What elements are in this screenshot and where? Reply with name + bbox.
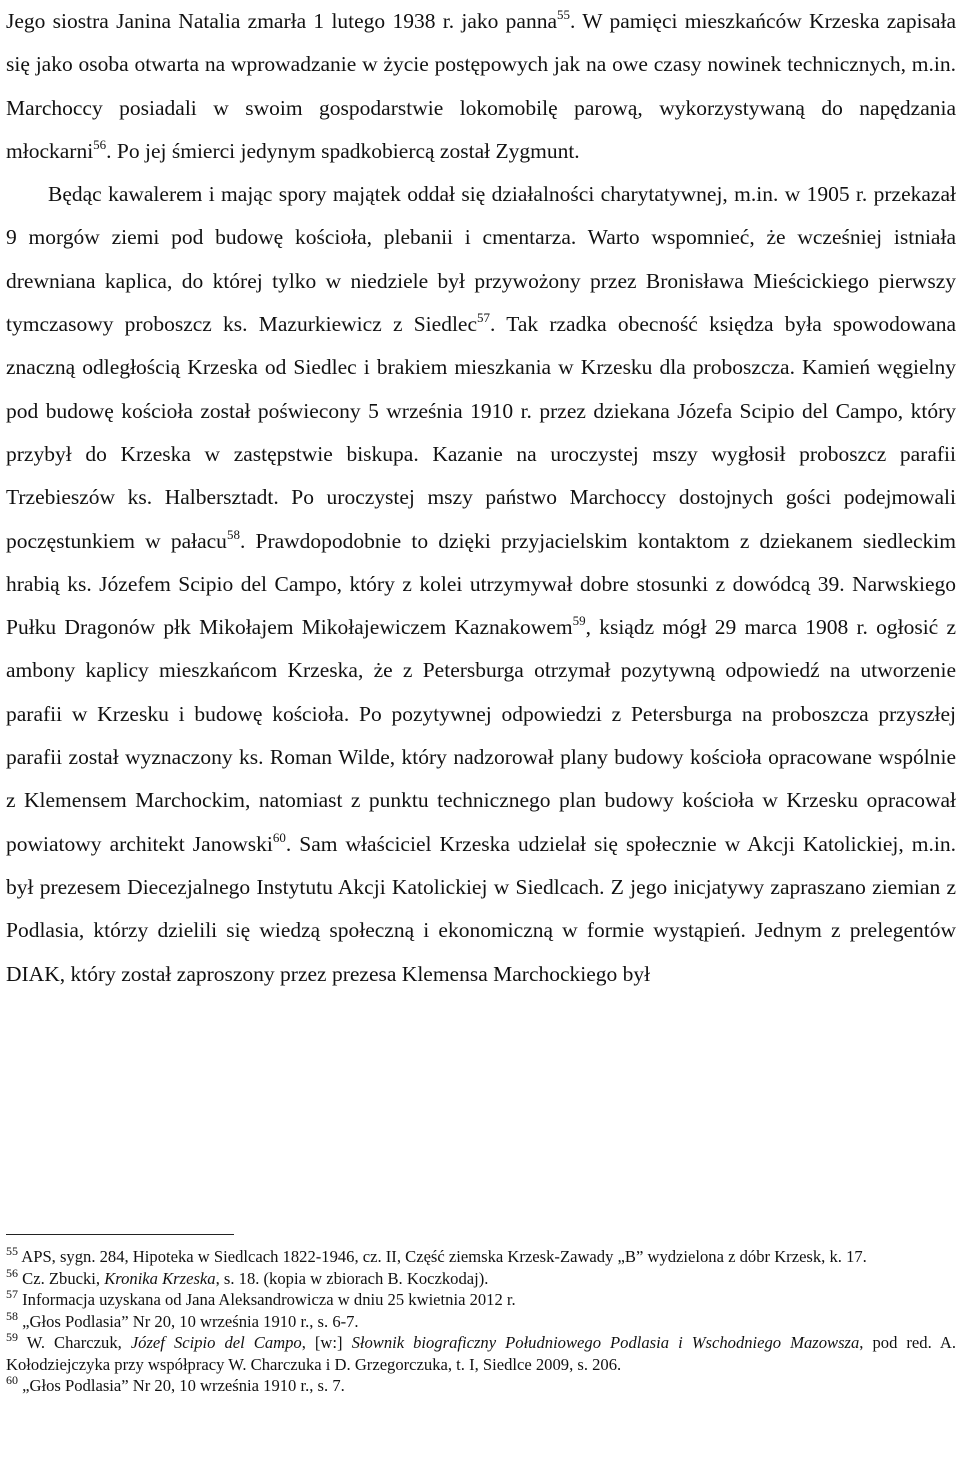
footnote-ref: 57 xyxy=(477,310,490,326)
footnote-ref: 59 xyxy=(572,613,586,629)
italic-title: Kronika Krzeska xyxy=(104,1268,216,1288)
paragraph-1: Jego siostra Janina Natalia zmarła 1 lutego 1938 r. jako panna$^{55}$. W pamięci mieszkańców Krzeska zapisała się jako osoba otwarta na wprowadzanie w życie postępowych jak na owe czasy nowinek technicznych, m.in. Marchoccy posiadali w swoim gospodarstwie lokomobilę parową, wykorzystywaną do napędzania młockarni$^{56}$. Po jej śmierci jedynym spadkobiercą został Zygmunt. xyxy=(6,7,957,163)
footnote-ref: 60 xyxy=(272,829,286,845)
footnote-number: 55 xyxy=(6,1244,18,1258)
footnote: $^{58}$ „Głos Podlasia” Nr 20, 10 września 1910 r., s. 6-7. xyxy=(6,1308,359,1331)
footnote-ref: 55 xyxy=(557,7,570,22)
footnote: $^{55}$ APS, sygn. 284, Hipoteka w Siedlcach 1822-1946, cz. II, Część ziemska Krzesk-Zawady „B” wydzielona z dóbr Krzesk, k. 17. xyxy=(6,1244,867,1266)
italic-title: Józef Scipio del Campo xyxy=(130,1333,302,1352)
footnote-separator xyxy=(6,1234,234,1235)
footnote-number: 60 xyxy=(6,1373,18,1387)
document-page xyxy=(6,0,957,1395)
italic-title: Słownik biograficzny Południowego Podlasia i Wschodniego Mazowsza xyxy=(351,1333,860,1352)
footnote: $^{60}$ „Głos Podlasia” Nr 20, 10 września 1910 r., s. 7. xyxy=(6,1373,345,1395)
footnote-number: 57 xyxy=(6,1287,18,1301)
paragraph-2: Będąc kawalerem i mając spory majątek oddał się działalności charytatywnej, m.in. w 1905 r. przekazał 9 morgów ziemi pod budowę kościoła, plebanii i cmentarza. Warto wspomnieć, że wcześniej istniała drewniana kaplica, do której tylko w niedziele był przywożony przez Bronisława Mieścickiego pierwszy tymczasowy proboszcz ks. Mazurkiewicz z Siedlec$^{57}$. Tak rzadka obecność księdza była spowodowana znaczną odległością Krzeska od Siedlec i brakiem mieszkania w Krzesku dla proboszcza. Kamień węgielny pod budowę kościoła został poświecony 5 września 1910 r. przez dziekana Józefa Scipio del Campo, który przybył do Krzeska w zastępstwie biskupa. Kazanie na uroczystej mszy wygłosił proboszcz parafii Trzebieszów ks. Halbersztadt. Po uroczystej mszy państwo Marchoccy dostojnych gości podejmowali poczęstunkiem w pałacu$^{58}$. Prawdopodobnie to dzięki przyjacielskim kontaktom z dziekanem siedleckim hrabią ks. Józefem Scipio del Campo, który z kolei utrzymywał dobre stosunki z dowódcą 39. Narwskiego Pułku Dragonów płk Mikołajem Mikołajewiczem Kaznakowem$^{59}$, ksiądz mógł 29 marca 1908 r. ogłosić z ambony kaplicy mieszkańcom Krzeska, że z Petersburga otrzymał pozytywną odpowiedź na utworzenie parafii w Krzesku i budowę kościoła. Po pozytywnej odpowiedzi z Petersburga na proboszcza przyszłej parafii został wyznaczony ks. Roman Wilde, który nadzorował plany budowy kościoła opracowane wspólnie z Klemensem Marchockim, natomiast z punktu technicznego plan budowy kościoła w Krzesku opracował powiatowy architekt Janowski$^{60}$. Sam właściciel Krzeska udzielał się społecznie w Akcji Katolickiej, m.in. był prezesem Diecezjalnego Instytutu Akcji Katolickiej w Siedlcach. Z jego inicjatywy zapraszano ziemian z Podlasia, którzy dzielili się wiedzą społeczną i ekonomiczną w formie wystąpień. Jednym z prelegentów DIAK, który został zaproszony przez prezesa Klemensa Marchockiego był xyxy=(6,182,956,986)
footnote-number: 56 xyxy=(6,1265,18,1280)
footnote-number: 59 xyxy=(6,1330,18,1344)
footnotes xyxy=(6,1246,956,1397)
footnote: $^{59}$ W. Charczuk, Józef Scipio del Campo, [w:] Słownik biograficzny Południowego Podlasia i Wschodniego Mazowsza, pod red. A. Kołodziejczyka przy współpracy W. Charczuka i D. Grzegorczuka, t. I, Siedlce 2009, s. 206. xyxy=(6,1330,956,1374)
body-text xyxy=(6,0,956,996)
footnote: $^{56}$ Cz. Zbucki, Kronika Krzeska, s. 18. (kopia w zbiorach B. Koczkodaj). xyxy=(6,1265,489,1288)
footnote-number: 58 xyxy=(6,1308,18,1323)
footnote-ref: 56 xyxy=(93,136,107,152)
footnote: $^{57}$ Informacja uzyskana od Jana Aleksandrowicza w dniu 25 kwietnia 2012 r. xyxy=(6,1287,516,1309)
footnote-ref: 58 xyxy=(226,526,240,542)
